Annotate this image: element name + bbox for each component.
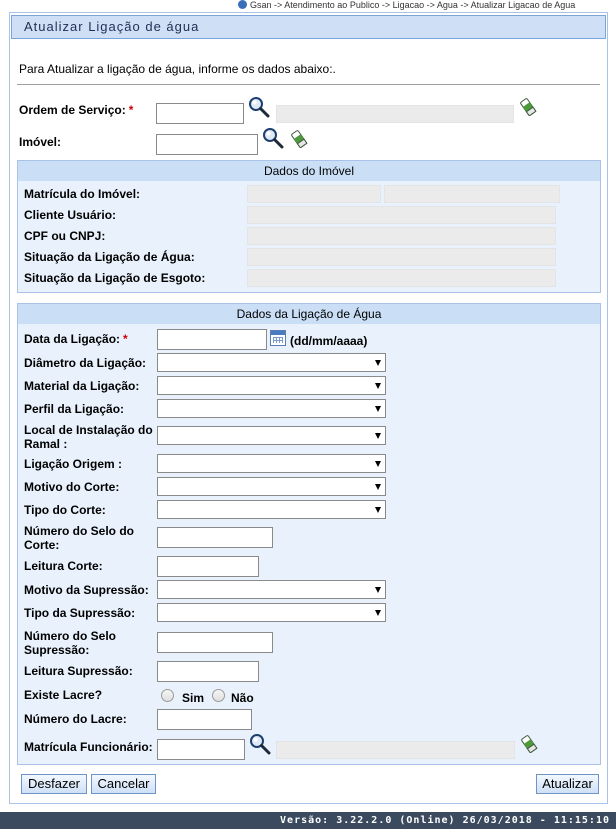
cpf-cnpj-value — [247, 227, 556, 245]
diametro-label: Diâmetro da Ligação: — [24, 356, 147, 370]
local-instalacao-label-2: Ramal : — [24, 437, 68, 451]
clear-ordem-servico-icon[interactable] — [519, 98, 537, 116]
data-ligacao-label — [24, 332, 128, 346]
situacao-agua-value — [247, 248, 556, 266]
selo-supressao-label-1: Número do Selo — [24, 629, 117, 643]
selo-corte-label-1: Número do Selo do — [24, 524, 135, 538]
cpf-cnpj-label: CPF ou CNPJ: — [24, 229, 106, 243]
perfil-label: Perfil da Ligação: — [24, 402, 125, 416]
ligacao-origem-label: Ligação Origem : — [24, 457, 123, 471]
leitura-corte-input[interactable] — [157, 556, 259, 577]
divider — [17, 84, 600, 85]
instructions-text: Para Atualizar a ligação de água, informe os dados abaixo:. — [19, 62, 336, 76]
data-ligacao-label-text: Data da Ligação: — [24, 332, 121, 346]
matricula-funcionario-input[interactable] — [157, 739, 245, 760]
dados-ligacao-title: Dados da Ligação de Água — [18, 304, 600, 324]
ordem-servico-description — [276, 105, 514, 123]
numero-lacre-input[interactable] — [157, 709, 252, 730]
ordem-servico-label-text: Ordem de Serviço: — [19, 103, 126, 117]
date-format-hint: (dd/mm/aaaa) — [290, 334, 368, 348]
ligacao-origem-select[interactable] — [157, 454, 386, 473]
selo-corte-input[interactable] — [157, 527, 273, 548]
perfil-select[interactable] — [157, 399, 386, 418]
existe-lacre-label: Existe Lacre? — [24, 688, 103, 702]
lacre-nao-label: Não — [231, 691, 254, 705]
motivo-supressao-select[interactable] — [157, 580, 386, 599]
numero-lacre-label: Número do Lacre: — [24, 712, 127, 726]
chevron-down-icon — [375, 360, 381, 366]
required-mark: * — [123, 332, 128, 346]
clear-imovel-icon[interactable] — [290, 130, 308, 148]
lacre-sim-radio[interactable] — [161, 689, 174, 702]
situacao-agua-label: Situação da Ligação de Água: — [24, 250, 195, 264]
chevron-down-icon — [375, 383, 381, 389]
desfazer-button[interactable]: Desfazer — [21, 774, 87, 794]
chevron-down-icon — [375, 587, 381, 593]
lacre-sim-label: Sim — [182, 691, 205, 705]
matricula-imovel-extra — [384, 185, 560, 203]
atualizar-button[interactable]: Atualizar — [536, 774, 599, 794]
dados-imovel-title: Dados do Imóvel — [18, 161, 600, 181]
leitura-supressao-label: Leitura Supressão: — [24, 664, 133, 678]
local-instalacao-label-1: Local de Instalação do — [24, 423, 153, 437]
selo-supressao-label-2: Supressão: — [24, 643, 90, 657]
local-instalacao-select[interactable] — [157, 426, 386, 445]
leitura-supressao-input[interactable] — [157, 661, 259, 682]
cliente-usuario-label: Cliente Usuário: — [24, 208, 117, 222]
chevron-down-icon — [375, 610, 381, 616]
material-select[interactable] — [157, 376, 386, 395]
matricula-imovel-label: Matrícula do Imóvel: — [24, 187, 141, 201]
chevron-down-icon — [375, 406, 381, 412]
lacre-nao-radio[interactable] — [212, 689, 225, 702]
ordem-servico-label — [19, 103, 133, 117]
chevron-down-icon — [375, 461, 381, 467]
cliente-usuario-value — [247, 206, 556, 224]
required-mark: * — [128, 103, 134, 117]
motivo-corte-select[interactable] — [157, 477, 386, 496]
tipo-corte-label: Tipo do Corte: — [24, 503, 106, 517]
page-title: Atualizar Ligação de água — [11, 15, 606, 39]
chevron-down-icon — [375, 433, 381, 439]
matricula-funcionario-label: Matrícula Funcionário: — [24, 740, 153, 754]
imovel-label: Imóvel: — [19, 135, 62, 149]
tipo-supressao-label: Tipo da Supressão: — [24, 606, 136, 620]
imovel-input[interactable] — [156, 134, 258, 155]
tipo-supressao-select[interactable] — [157, 603, 386, 622]
search-ordem-servico-icon[interactable] — [248, 96, 270, 118]
chevron-down-icon — [375, 484, 381, 490]
search-imovel-icon[interactable] — [262, 127, 284, 149]
cancelar-button[interactable]: Cancelar — [91, 774, 156, 794]
diametro-select[interactable] — [157, 353, 386, 372]
calendar-icon[interactable] — [270, 330, 286, 346]
breadcrumb — [238, 0, 616, 10]
funcionario-description — [276, 741, 515, 759]
motivo-supressao-label: Motivo da Supressão: — [24, 583, 149, 597]
chevron-down-icon — [375, 507, 381, 513]
situacao-esgoto-value — [247, 269, 556, 287]
leitura-corte-label: Leitura Corte: — [24, 559, 103, 573]
motivo-corte-label: Motivo do Corte: — [24, 480, 120, 494]
breadcrumb-text: Gsan -> Atendimento ao Publico -> Ligacao -> Agua -> Atualizar Ligacao de Agua — [250, 0, 576, 10]
version-footer: Versão: 3.22.2.0 (Online) 26/03/2018 - 11:15:10 — [0, 812, 616, 829]
help-icon[interactable] — [238, 0, 247, 9]
matricula-imovel-value — [247, 185, 381, 203]
material-label: Material da Ligação: — [24, 379, 140, 393]
search-funcionario-icon[interactable] — [249, 733, 271, 755]
tipo-corte-select[interactable] — [157, 500, 386, 519]
selo-supressao-input[interactable] — [157, 632, 273, 653]
selo-corte-label-2: Corte: — [24, 538, 60, 552]
ordem-servico-input[interactable] — [156, 103, 244, 124]
clear-funcionario-icon[interactable] — [520, 735, 538, 753]
data-ligacao-input[interactable] — [157, 329, 267, 350]
situacao-esgoto-label: Situação da Ligação de Esgoto: — [24, 271, 206, 285]
